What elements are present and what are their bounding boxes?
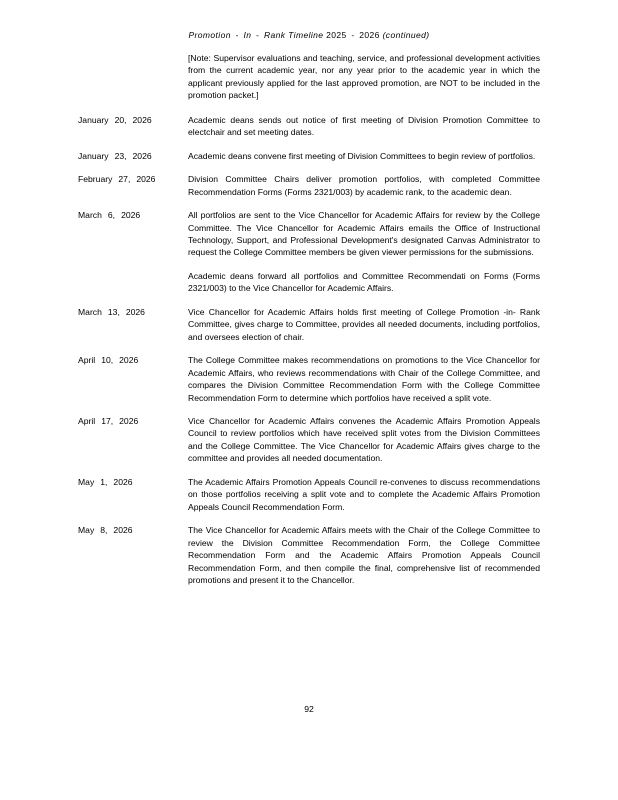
timeline-description — [188, 114, 540, 139]
timeline-description — [188, 209, 540, 295]
timeline-row — [78, 209, 548, 295]
timeline-paragraph: Academic deans sends out notice of first meeting of Division Promotion Committee to electchair and set meeting dates. — [188, 114, 540, 138]
page-number: 92 — [304, 704, 314, 714]
timeline-date — [78, 354, 188, 404]
timeline-date — [78, 415, 188, 465]
timeline-description — [188, 476, 540, 513]
header-continued-label: (continued) — [382, 30, 430, 40]
timeline-row — [78, 476, 548, 513]
date-month: April — [78, 355, 96, 366]
date-day: 1, — [100, 476, 108, 487]
header-word-timeline: Timeline — [288, 30, 324, 40]
header-word-rank: Rank — [263, 30, 286, 40]
timeline-date — [78, 173, 188, 198]
timeline-description — [188, 150, 540, 162]
timeline-paragraph: Vice Chancellor for Academic Affairs holds first meeting of College Promotion -in- Rank Committee, gives charge to Committee, provides all needed documents, including portfolios, and oversees election of chair. — [188, 306, 540, 342]
header-separator-1: - — [235, 31, 239, 40]
timeline-row — [78, 415, 548, 465]
timeline-description — [188, 173, 540, 198]
timeline-date — [78, 150, 188, 162]
timeline-row — [78, 306, 548, 343]
date-year: 2026 — [136, 174, 156, 185]
timeline-paragraph: Division Committee Chairs deliver promotion portfolios, with completed Committee Recommendation Forms (Forms 2321/003) by academic rank, to the academic dean. — [188, 174, 540, 197]
date-day: 17, — [101, 415, 114, 426]
timeline-paragraph: The Academic Affairs Promotion Appeals Council re-convenes to discuss recommendations on those portfolios receiving a split vote and to complete the Academic Affairs Promotion Appeals Council Recommendation Form. — [188, 476, 540, 512]
timeline-date — [78, 209, 188, 295]
date-day: 27, — [118, 174, 131, 185]
timeline-paragraph: The Vice Chancellor for Academic Affairs meets with the Chair of the College Committee to review the Division Committee Recommendation Form, the College Committee Recommendation Form and the Academic Affairs Promotion Appeals Council Recommendation Form, and then compile the final, comprehensive list of recommended promotions and present it to the Chancellor. — [188, 525, 540, 585]
date-year: 2026 — [119, 415, 139, 426]
date-day: 20, — [114, 114, 127, 125]
timeline-paragraph: Academic deans convene first meeting of Division Committees to begin review of portfolios. — [188, 150, 536, 161]
timeline-row — [78, 354, 548, 404]
date-month: March — [78, 306, 102, 317]
timeline-description — [188, 415, 540, 465]
date-day: 10, — [101, 355, 114, 366]
supervisor-evaluation-note: [Note: Supervisor evaluations and teaching, service, and professional development activities from the current academic year, nor any year prior to the academic year in which the applicant previously applied for the last approved promotion, are NOT to be included in the promotion packet.] — [188, 53, 540, 101]
timeline-description — [188, 524, 540, 586]
timeline-date — [78, 524, 188, 586]
date-day: 6, — [107, 210, 116, 221]
date-month: March — [78, 210, 102, 221]
header-word-promotion: Promotion — [188, 30, 231, 40]
header-year-start: 2025 — [326, 30, 347, 40]
date-year: 2026 — [113, 476, 133, 487]
date-month: February — [78, 174, 113, 185]
timeline-row — [78, 173, 548, 198]
timeline-paragraph: All portfolios are sent to the Vice Chancellor for Academic Affairs for review by the College Committee. The Vice Chancellor for Academic Affairs emails the Office of Instructional Technology, Support, and Professional Development's designated Canvas Administrator to request the College Committee members be given viewer permissions for the submissions. — [188, 210, 540, 258]
timeline-row — [78, 150, 548, 162]
date-day: 23, — [114, 150, 127, 161]
timeline-row — [78, 114, 548, 139]
date-month: May — [78, 525, 95, 536]
timeline-paragraph: Vice Chancellor for Academic Affairs convenes the Academic Affairs Promotion Appeals Council to review portfolios which have received split votes from the Division Committees and the College Committee. The Vice Chancellor for Academic Affairs gives charge to the committee and provides all needed documentation. — [188, 415, 540, 464]
header-separator-3: - — [351, 31, 355, 40]
date-month: May — [78, 476, 95, 487]
date-day: 8, — [100, 525, 108, 536]
date-month: April — [78, 415, 96, 426]
timeline-date — [78, 476, 188, 513]
timeline-paragraph: Academic deans forward all portfolios and Committee Recommendati on Forms (Forms 2321/003) to the Vice Chancellor for Academic Affairs. — [188, 270, 540, 294]
date-day: 13, — [107, 306, 120, 317]
timeline-description — [188, 354, 540, 404]
date-year: 2026 — [132, 114, 152, 125]
date-month: January — [78, 150, 109, 161]
date-year: 2026 — [125, 306, 145, 317]
date-month: January — [78, 114, 109, 125]
date-year: 2026 — [113, 525, 133, 536]
timeline-date — [78, 114, 188, 139]
header-separator-2: - — [256, 31, 260, 40]
timeline-row — [78, 524, 548, 586]
timeline-paragraph: The College Committee makes recommendations on promotions to the Vice Chancellor for Academic Affairs, who reviews recommendations with Chair of the College Committee, and compares the Division Committee Recommendation Form with the College Committee Recommendation Form to determine which portfolios have received a split vote. — [188, 355, 540, 403]
header-year-end: 2026 — [359, 30, 380, 40]
date-year: 2026 — [121, 210, 141, 221]
document-body — [78, 52, 548, 597]
timeline-description — [188, 306, 540, 343]
date-year: 2026 — [132, 150, 152, 161]
date-year: 2026 — [119, 355, 139, 366]
page-header — [0, 30, 618, 40]
timeline-date — [78, 306, 188, 343]
header-word-in: In — [243, 30, 252, 40]
